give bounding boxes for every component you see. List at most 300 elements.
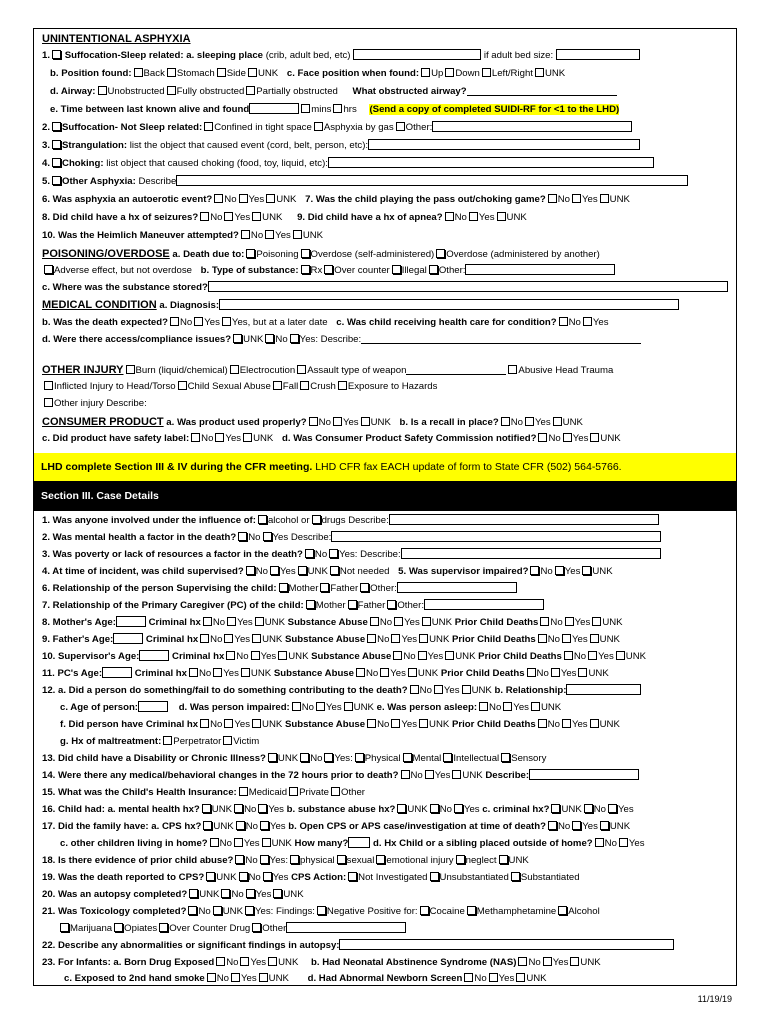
consumer-q2: c. Did product have safety label: No Yes UNK d. Was Consumer Product Safety Commission notified? No Yes UNK — [42, 433, 621, 444]
footer-date: 11/19/19 — [697, 994, 732, 1004]
weapon-field[interactable] — [406, 364, 506, 375]
checkbox[interactable] — [301, 104, 310, 113]
checkbox[interactable] — [551, 668, 560, 677]
checkbox[interactable] — [224, 212, 233, 221]
checkbox[interactable] — [290, 855, 299, 864]
poison-q2: Adverse effect, but not overdose b. Type of substance: Rx Over counter Illegal Other: — [42, 263, 732, 279]
checkbox[interactable] — [301, 249, 310, 258]
age-field[interactable] — [116, 616, 146, 627]
checkbox[interactable] — [380, 668, 389, 677]
checkbox[interactable] — [293, 230, 302, 239]
asphyxia-heading: UNINTENTIONAL ASPHYXIA — [42, 33, 191, 45]
checkbox[interactable] — [203, 821, 212, 830]
checkbox[interactable] — [213, 906, 222, 915]
checkbox[interactable] — [273, 381, 282, 390]
q2-mental-health: 2. Was mental health a factor in the death? No Yes Describe: — [42, 530, 732, 546]
choking-field[interactable] — [328, 157, 654, 168]
checkbox[interactable] — [564, 651, 573, 660]
checkbox[interactable] — [482, 68, 491, 77]
checkbox[interactable] — [583, 317, 592, 326]
checkbox[interactable] — [551, 804, 560, 813]
checkbox[interactable] — [330, 566, 339, 575]
checkbox[interactable] — [239, 194, 248, 203]
checkbox[interactable] — [263, 532, 272, 541]
checkbox[interactable] — [535, 68, 544, 77]
checkbox[interactable] — [189, 668, 198, 677]
adult-bed-size-field[interactable] — [556, 49, 640, 60]
checkbox[interactable] — [430, 872, 439, 881]
checkbox[interactable] — [202, 804, 211, 813]
checkbox[interactable] — [200, 212, 209, 221]
q21-toxicology-cont: Marijuana Opiates Over Counter Drug Other — [42, 921, 732, 937]
checkbox[interactable] — [233, 334, 242, 343]
q19-cps: 19. Was the death reported to CPS? UNK No Yes CPS Action: Not Investigated Unsubstantiated Substantiated — [42, 872, 580, 883]
checkbox[interactable] — [248, 68, 257, 77]
asphyxia-airway: d. Airway: Unobstructed Fully obstructed Partially obstructed What obstructed airway? — [42, 84, 732, 100]
checkbox[interactable] — [44, 265, 53, 274]
influence-field[interactable] — [389, 514, 659, 525]
q14-changes: 14. Were there any medical/behavioral changes in the 72 hours prior to death? No Yes UNK Describe: — [42, 768, 732, 784]
checkbox[interactable] — [501, 417, 510, 426]
lhd-banner: LHD complete Section III & IV during the CFR meeting. LHD CFR fax EACH update of form to State CFR (502) 564-5766. — [34, 453, 736, 481]
checkbox[interactable] — [588, 651, 597, 660]
checkbox[interactable] — [419, 719, 428, 728]
injury-q3: Other injury Describe: — [42, 396, 732, 412]
checkbox[interactable] — [562, 634, 571, 643]
checkbox[interactable] — [239, 872, 248, 881]
checkbox[interactable] — [445, 651, 454, 660]
q12g: g. Hx of maltreatment: Perpetrator Victim — [60, 736, 260, 747]
checkbox[interactable] — [420, 906, 429, 915]
checkbox[interactable] — [252, 923, 261, 932]
checkbox[interactable] — [344, 702, 353, 711]
checkbox[interactable] — [246, 86, 255, 95]
checkbox[interactable] — [590, 719, 599, 728]
q1-influence: 1. Was anyone involved under the influence of: alcohol or drugs Describe: — [42, 513, 732, 529]
consumer-q1: CONSUMER PRODUCT a. Was product used properly? No Yes UNK b. Is a recall in place? No Yes UNK — [42, 416, 583, 428]
checkbox[interactable] — [279, 583, 288, 592]
checkbox[interactable] — [289, 787, 298, 796]
checkbox[interactable] — [393, 651, 402, 660]
checkbox[interactable] — [348, 600, 357, 609]
q12f: f. Did person have Criminal hx No Yes UNK Substance Abuse No Yes UNK Prior Child Deaths No Yes UNK — [60, 719, 620, 730]
q23-infants-cont: c. Exposed to 2nd hand smoke No Yes UNK d. Had Abnormal Newborn Screen No Yes UNK — [64, 973, 547, 984]
checkbox[interactable] — [525, 417, 534, 426]
checkbox[interactable] — [392, 265, 401, 274]
checkbox[interactable] — [258, 804, 267, 813]
asphyxia-position: b. Position found: Back Stomach Side UNK c. Face position when found: Up Down Left/Right UNK — [50, 68, 566, 79]
checkbox[interactable] — [595, 838, 604, 847]
checkbox[interactable] — [265, 230, 274, 239]
sleeping-place-field[interactable] — [353, 49, 481, 60]
checkbox[interactable] — [241, 668, 250, 677]
checkbox[interactable] — [246, 566, 255, 575]
checkbox[interactable] — [538, 634, 547, 643]
checkbox[interactable] — [188, 906, 197, 915]
checkbox[interactable] — [52, 122, 61, 131]
checkbox[interactable] — [210, 838, 219, 847]
checkbox[interactable] — [167, 68, 176, 77]
checkbox[interactable] — [563, 433, 572, 442]
checkbox[interactable] — [246, 889, 255, 898]
checkbox[interactable] — [516, 973, 525, 982]
checkbox[interactable] — [425, 770, 434, 779]
asphyxia-q8-9: 8. Did child have a hx of seizures? No Yes UNK 9. Did child have a hx of apnea? No Yes UNK — [42, 212, 527, 223]
checkbox[interactable] — [126, 365, 135, 374]
checkbox[interactable] — [273, 889, 282, 898]
asphyxia-q10: 10. Was the Heimlich Maneuver attempted? No Yes UNK — [42, 230, 324, 241]
checkbox[interactable] — [548, 821, 557, 830]
checkbox[interactable] — [367, 719, 376, 728]
checkbox[interactable] — [401, 770, 410, 779]
checkbox[interactable] — [329, 549, 338, 558]
abnormalities-field[interactable] — [339, 939, 674, 950]
asphyxia-q1: 1. Suffocation-Sleep related: a. sleeping place (crib, adult bed, etc) if adult bed size: — [42, 48, 732, 64]
medical-q1: MEDICAL CONDITION a. Diagnosis: — [42, 297, 732, 313]
checkbox[interactable] — [305, 549, 314, 558]
checkbox[interactable] — [397, 804, 406, 813]
checkbox[interactable] — [572, 821, 581, 830]
checkbox[interactable] — [462, 685, 471, 694]
checkbox[interactable] — [241, 230, 250, 239]
checkbox[interactable] — [479, 702, 488, 711]
checkbox[interactable] — [367, 634, 376, 643]
checkbox[interactable] — [600, 194, 609, 203]
checkbox[interactable] — [246, 249, 255, 258]
checkbox[interactable] — [52, 176, 61, 185]
checkbox[interactable] — [134, 68, 143, 77]
checkbox[interactable] — [543, 957, 552, 966]
checkbox[interactable] — [204, 122, 213, 131]
checkbox[interactable] — [422, 617, 431, 626]
checkbox[interactable] — [207, 973, 216, 982]
asphyxia-q5: 5. Other Asphyxia: Describe — [42, 174, 732, 190]
checkbox[interactable] — [540, 617, 549, 626]
q11-pc: 11. PC's Age: Criminal hx No Yes UNK Substance Abuse No Yes UNK Prior Child Deaths No Yes UNK — [42, 668, 609, 679]
checkbox[interactable] — [260, 821, 269, 830]
checkbox[interactable] — [562, 719, 571, 728]
checkbox[interactable] — [314, 122, 323, 131]
checkbox[interactable] — [268, 957, 277, 966]
checkbox[interactable] — [252, 719, 261, 728]
checkbox[interactable] — [527, 668, 536, 677]
asphyxia-q2: 2. Suffocation- Not Sleep related: Confined in tight space Asphyxia by gas Other: — [42, 120, 732, 136]
checkbox[interactable] — [434, 685, 443, 694]
section-iii-header: Section III. Case Details — [34, 481, 736, 511]
asphyxia-q3: 3. Strangulation: list the object that caused event (cord, belt, person, etc): — [42, 138, 732, 154]
checkbox[interactable] — [436, 249, 445, 258]
how-many-field[interactable] — [348, 837, 370, 848]
checkbox[interactable] — [224, 719, 233, 728]
q4-5-supervised: 4. At time of incident, was child supervised? No Yes UNK Not needed 5. Was supervisor impaired? No Yes UNK — [42, 566, 613, 577]
age-field[interactable] — [102, 667, 132, 678]
checkbox[interactable] — [194, 317, 203, 326]
asphyxia-time: e. Time between last known alive and found mins hrs (Send a copy of completed SUIDI-RF for <1 to the LHD) — [50, 104, 620, 115]
checkbox[interactable] — [265, 334, 274, 343]
checkbox[interactable] — [239, 787, 248, 796]
checkbox[interactable] — [584, 804, 593, 813]
checkbox[interactable] — [331, 787, 340, 796]
checkbox[interactable] — [243, 433, 252, 442]
checkbox[interactable] — [217, 68, 226, 77]
medical-q2: b. Was the death expected? No Yes Yes, but at a later date c. Was child receiving health care for condition? No Yes — [42, 317, 609, 328]
checkbox[interactable] — [317, 906, 326, 915]
checkbox[interactable] — [266, 194, 275, 203]
checkbox[interactable] — [167, 86, 176, 95]
form-page — [33, 28, 737, 986]
checkbox[interactable] — [559, 317, 568, 326]
checkbox[interactable] — [245, 906, 254, 915]
time-field[interactable] — [249, 103, 299, 114]
checkbox[interactable] — [200, 634, 209, 643]
q6-supervisor-relationship: 6. Relationship of the person Supervising the child: Mother Father Other: — [42, 581, 732, 597]
q12a: 12. a. Did a person do something/fail to do something contributing to the death? No Yes UNK b. Relationship: — [42, 683, 732, 699]
checkbox[interactable] — [555, 566, 564, 575]
q12c-e: c. Age of person: d. Was person impaired: No Yes UNK e. Was person asleep: No Yes UNK — [60, 702, 562, 713]
injury-q2: Inflicted Injury to Head/Torso Child Sexual Abuse Fall Crush Exposure to Hazards — [42, 379, 732, 395]
checkbox[interactable] — [548, 194, 557, 203]
checkbox[interactable] — [178, 381, 187, 390]
checkbox[interactable] — [306, 600, 315, 609]
checkbox[interactable] — [408, 668, 417, 677]
checkbox[interactable] — [301, 265, 310, 274]
checkbox[interactable] — [290, 334, 299, 343]
caregiver-other-field[interactable] — [424, 599, 544, 610]
checkbox[interactable] — [227, 617, 236, 626]
checkbox[interactable] — [376, 855, 385, 864]
mental-health-field[interactable] — [331, 531, 661, 542]
asphyxia-q4: 4. Choking: list object that caused choking (food, toy, liquid, etc): — [42, 156, 732, 172]
checkbox[interactable] — [324, 265, 333, 274]
age-field[interactable] — [138, 701, 168, 712]
checkbox[interactable] — [216, 957, 225, 966]
q8-mother: 8. Mother's Age: Criminal hx No Yes UNK Substance Abuse No Yes UNK Prior Child Deaths No Yes UNK — [42, 617, 623, 628]
checkbox[interactable] — [240, 957, 249, 966]
checkbox[interactable] — [333, 417, 342, 426]
age-field[interactable] — [139, 650, 169, 661]
checkbox[interactable] — [236, 821, 245, 830]
checkbox[interactable] — [251, 651, 260, 660]
checkbox[interactable] — [578, 668, 587, 677]
checkbox[interactable] — [518, 957, 527, 966]
checkbox[interactable] — [454, 804, 463, 813]
substance-other-field[interactable] — [465, 264, 615, 275]
checkbox[interactable] — [531, 702, 540, 711]
checkbox[interactable] — [309, 417, 318, 426]
checkbox[interactable] — [252, 212, 261, 221]
checkbox[interactable] — [258, 515, 267, 524]
q22-abnormalities: 22. Describe any abnormalities or significant findings in autopsy: — [42, 938, 732, 954]
checkbox[interactable] — [572, 194, 581, 203]
q10-supervisor: 10. Supervisor's Age: Criminal hx No Yes UNK Substance Abuse No Yes UNK Prior Child Deaths No Yes UNK — [42, 651, 647, 662]
checkbox[interactable] — [52, 158, 61, 167]
checkbox[interactable] — [297, 365, 306, 374]
checkbox[interactable] — [114, 923, 123, 932]
checkbox[interactable] — [410, 685, 419, 694]
checkbox[interactable] — [300, 381, 309, 390]
checkbox[interactable] — [206, 872, 215, 881]
checkbox[interactable] — [429, 265, 438, 274]
checkbox[interactable] — [616, 651, 625, 660]
checkbox[interactable] — [259, 973, 268, 982]
checkbox[interactable] — [361, 417, 370, 426]
airway-object-field[interactable] — [467, 85, 617, 96]
checkbox[interactable] — [419, 634, 428, 643]
checkbox[interactable] — [558, 906, 567, 915]
checkbox[interactable] — [337, 855, 346, 864]
q3-poverty: 3. Was poverty or lack of resources a factor in the death? No Yes: Describe: — [42, 547, 732, 563]
checkbox[interactable] — [268, 753, 277, 762]
checkbox[interactable] — [430, 804, 439, 813]
checkbox[interactable] — [270, 566, 279, 575]
checkbox[interactable] — [538, 433, 547, 442]
checkbox[interactable] — [222, 317, 231, 326]
checkbox[interactable] — [356, 668, 365, 677]
checkbox[interactable] — [456, 855, 465, 864]
asphyxia-q6-7: 6. Was asphyxia an autoerotic event? No Yes UNK 7. Was the child playing the pass out/choking game? No Yes UNK — [42, 194, 630, 205]
checkbox[interactable] — [511, 872, 520, 881]
checkbox[interactable] — [445, 68, 454, 77]
checkbox[interactable] — [234, 804, 243, 813]
checkbox[interactable] — [565, 617, 574, 626]
checkbox[interactable] — [200, 719, 209, 728]
checkbox[interactable] — [467, 906, 476, 915]
q23-infants: 23. For Infants: a. Born Drug Exposed No Yes UNK b. Had Neonatal Abstinence Syndrome (NAS) No Yes UNK — [42, 957, 601, 968]
checkbox[interactable] — [298, 566, 307, 575]
checkbox[interactable] — [252, 634, 261, 643]
q13-disability: 13. Did child have a Disability or Chronic Illness? UNK No Yes: Physical Mental Intellectual Sensory — [42, 753, 547, 764]
other-asphyxia-field[interactable] — [176, 175, 688, 186]
q9-father: 9. Father's Age: Criminal hx No Yes UNK Substance Abuse No Yes UNK Prior Child Deaths No Yes UNK — [42, 634, 620, 645]
relationship-field[interactable] — [566, 684, 641, 695]
checkbox[interactable] — [44, 398, 53, 407]
checkbox[interactable] — [230, 365, 239, 374]
age-field[interactable] — [113, 633, 143, 644]
q17-family: 17. Did the family have: a. CPS hx? UNK No Yes b. Open CPS or APS case/investigation at time of death? No Yes UNK — [42, 821, 631, 832]
checkbox[interactable] — [278, 651, 287, 660]
checkbox[interactable] — [464, 973, 473, 982]
supervisor-other-field[interactable] — [397, 582, 517, 593]
checkbox[interactable] — [590, 433, 599, 442]
checkbox[interactable] — [538, 719, 547, 728]
checkbox[interactable] — [452, 770, 461, 779]
checkbox[interactable] — [590, 634, 599, 643]
checkbox[interactable] — [300, 753, 309, 762]
checkbox[interactable] — [324, 753, 333, 762]
q18-prior-abuse: 18. Is there evidence of prior child abuse? No Yes: physical sexual emotional injury neglect UNK — [42, 855, 529, 866]
checkbox[interactable] — [221, 889, 230, 898]
checkbox[interactable] — [619, 838, 628, 847]
checkbox[interactable] — [501, 753, 510, 762]
checkbox[interactable] — [355, 753, 364, 762]
checkbox[interactable] — [530, 566, 539, 575]
checkbox[interactable] — [215, 433, 224, 442]
checkbox[interactable] — [418, 651, 427, 660]
q20-autopsy: 20. Was an autopsy completed? UNK No Yes UNK — [42, 889, 304, 900]
checkbox[interactable] — [52, 140, 61, 149]
checkbox[interactable] — [159, 923, 168, 932]
q15-insurance: 15. What was the Child's Health Insurance: Medicaid Private Other — [42, 787, 365, 798]
checkbox[interactable] — [231, 973, 240, 982]
checkbox[interactable] — [396, 122, 405, 131]
strangulation-field[interactable] — [368, 139, 640, 150]
checkbox[interactable] — [592, 617, 601, 626]
checkbox[interactable] — [370, 617, 379, 626]
other-field[interactable] — [432, 121, 632, 132]
tox-other-field[interactable] — [286, 922, 406, 933]
q16-child-had: 16. Child had: a. mental health hx? UNK No Yes b. substance abuse hx? UNK No Yes c. criminal hx? UNK No Yes — [42, 804, 634, 815]
checkbox[interactable] — [508, 365, 517, 374]
checkbox[interactable] — [213, 668, 222, 677]
checkbox[interactable] — [497, 212, 506, 221]
checkbox[interactable] — [226, 651, 235, 660]
checkbox[interactable] — [445, 212, 454, 221]
checkbox[interactable] — [263, 872, 272, 881]
diagnosis-field[interactable] — [219, 299, 679, 310]
checkbox[interactable] — [191, 433, 200, 442]
checkbox[interactable] — [223, 736, 232, 745]
access-describe-field[interactable] — [361, 333, 641, 344]
checkbox[interactable] — [391, 634, 400, 643]
checkbox[interactable] — [312, 515, 321, 524]
substance-stored-field[interactable] — [208, 281, 728, 292]
checkbox[interactable] — [98, 86, 107, 95]
checkbox[interactable] — [348, 872, 357, 881]
checkbox[interactable] — [360, 583, 369, 592]
checkbox[interactable] — [260, 855, 269, 864]
checkbox[interactable] — [235, 855, 244, 864]
checkbox[interactable] — [600, 821, 609, 830]
checkbox[interactable] — [403, 753, 412, 762]
checkbox[interactable] — [443, 753, 452, 762]
checkbox[interactable] — [234, 838, 243, 847]
checkbox[interactable] — [421, 68, 430, 77]
checkbox[interactable] — [582, 566, 591, 575]
checkbox[interactable] — [60, 923, 69, 932]
checkbox[interactable] — [224, 634, 233, 643]
checkbox[interactable] — [387, 600, 396, 609]
checkbox[interactable] — [292, 702, 301, 711]
checkbox[interactable] — [333, 104, 342, 113]
checkbox[interactable] — [499, 855, 508, 864]
checkbox[interactable] — [214, 194, 223, 203]
changes-field[interactable] — [529, 769, 639, 780]
checkbox[interactable] — [394, 617, 403, 626]
checkbox[interactable] — [489, 973, 498, 982]
checkbox[interactable] — [52, 50, 61, 59]
checkbox[interactable] — [469, 212, 478, 221]
checkbox[interactable] — [391, 719, 400, 728]
checkbox[interactable] — [316, 702, 325, 711]
checkbox[interactable] — [170, 317, 179, 326]
checkbox[interactable] — [44, 381, 53, 390]
checkbox[interactable] — [570, 957, 579, 966]
checkbox[interactable] — [320, 583, 329, 592]
checkbox[interactable] — [503, 702, 512, 711]
checkbox[interactable] — [553, 417, 562, 426]
checkbox[interactable] — [608, 804, 617, 813]
checkbox[interactable] — [238, 532, 247, 541]
checkbox[interactable] — [203, 617, 212, 626]
checkbox[interactable] — [262, 838, 271, 847]
poison-q3: c. Where was the substance stored? — [42, 280, 732, 296]
poverty-field[interactable] — [401, 548, 661, 559]
checkbox[interactable] — [338, 381, 347, 390]
checkbox[interactable] — [255, 617, 264, 626]
checkbox[interactable] — [163, 736, 172, 745]
q17c-d: c. other children living in home? No Yes UNK How many? d. Hx Child or a sibling placed outside of home? No Yes — [60, 838, 645, 849]
checkbox[interactable] — [189, 889, 198, 898]
